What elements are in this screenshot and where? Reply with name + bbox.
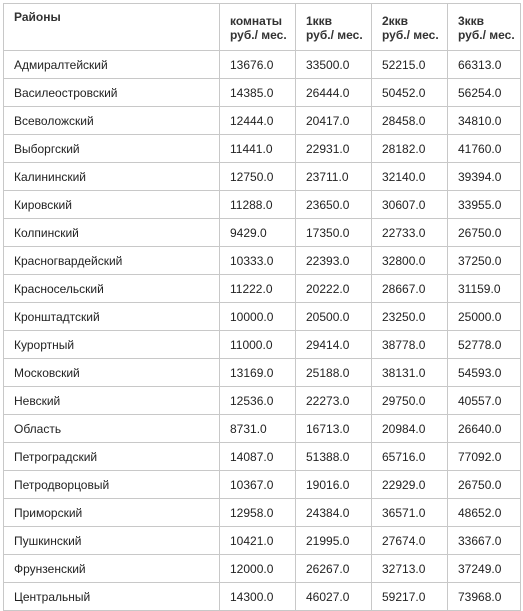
table-row [4, 219, 521, 247]
rooms-price-cell: 12750.0 [220, 163, 296, 191]
district-cell: Выборгский [4, 135, 220, 163]
header-district-label: Районы [14, 10, 61, 24]
rooms-price-cell: 11441.0 [220, 135, 296, 163]
two-room-price-cell: 20984.0 [372, 415, 448, 443]
header-1room-label: 1ккв [306, 13, 333, 28]
header-rooms-unit: руб./ мес. [230, 27, 287, 42]
one-room-price-cell: 51388.0 [296, 443, 372, 471]
district-cell: Центральный [4, 583, 220, 611]
two-room-price-cell: 27674.0 [372, 527, 448, 555]
district-cell: Всеволожский [4, 107, 220, 135]
district-cell: Колпинский [4, 219, 220, 247]
table-body [4, 51, 521, 611]
rooms-price-cell: 11222.0 [220, 275, 296, 303]
rooms-price-cell: 12536.0 [220, 387, 296, 415]
three-room-price-cell: 34810.0 [448, 107, 521, 135]
table-row [4, 499, 521, 527]
three-room-price-cell: 31159.0 [448, 275, 521, 303]
three-room-price-cell: 77092.0 [448, 443, 521, 471]
two-room-price-cell: 28458.0 [372, 107, 448, 135]
one-room-price-cell: 22931.0 [296, 135, 372, 163]
two-room-price-cell: 32713.0 [372, 555, 448, 583]
two-room-price-cell: 59217.0 [372, 583, 448, 611]
header-2room [372, 4, 448, 51]
one-room-price-cell: 33500.0 [296, 51, 372, 79]
rooms-price-cell: 14300.0 [220, 583, 296, 611]
rooms-price-cell: 9429.0 [220, 219, 296, 247]
rooms-price-cell: 10367.0 [220, 471, 296, 499]
three-room-price-cell: 26750.0 [448, 219, 521, 247]
table-row [4, 471, 521, 499]
three-room-price-cell: 56254.0 [448, 79, 521, 107]
table-row [4, 247, 521, 275]
table-row [4, 583, 521, 611]
district-cell: Кронштадтский [4, 303, 220, 331]
two-room-price-cell: 22929.0 [372, 471, 448, 499]
three-room-price-cell: 37249.0 [448, 555, 521, 583]
rooms-price-cell: 12000.0 [220, 555, 296, 583]
three-room-price-cell: 33667.0 [448, 527, 521, 555]
rooms-price-cell: 13676.0 [220, 51, 296, 79]
one-room-price-cell: 23650.0 [296, 191, 372, 219]
district-cell: Фрунзенский [4, 555, 220, 583]
district-cell: Невский [4, 387, 220, 415]
one-room-price-cell: 22393.0 [296, 247, 372, 275]
three-room-price-cell: 54593.0 [448, 359, 521, 387]
table-row [4, 135, 521, 163]
district-cell: Красногвардейский [4, 247, 220, 275]
header-2room-label: 2ккв [382, 13, 409, 28]
rooms-price-cell: 10333.0 [220, 247, 296, 275]
header-2room-unit: руб./ мес. [382, 27, 439, 42]
two-room-price-cell: 32800.0 [372, 247, 448, 275]
two-room-price-cell: 65716.0 [372, 443, 448, 471]
table-row [4, 303, 521, 331]
table-row [4, 163, 521, 191]
three-room-price-cell: 52778.0 [448, 331, 521, 359]
two-room-price-cell: 38131.0 [372, 359, 448, 387]
rooms-price-cell: 11000.0 [220, 331, 296, 359]
two-room-price-cell: 32140.0 [372, 163, 448, 191]
one-room-price-cell: 20500.0 [296, 303, 372, 331]
table-row [4, 191, 521, 219]
rooms-price-cell: 12958.0 [220, 499, 296, 527]
district-cell: Московский [4, 359, 220, 387]
one-room-price-cell: 16713.0 [296, 415, 372, 443]
rent-table-container [3, 3, 520, 611]
table-row [4, 443, 521, 471]
three-room-price-cell: 41760.0 [448, 135, 521, 163]
district-cell: Приморский [4, 499, 220, 527]
two-room-price-cell: 36571.0 [372, 499, 448, 527]
three-room-price-cell: 37250.0 [448, 247, 521, 275]
one-room-price-cell: 21995.0 [296, 527, 372, 555]
one-room-price-cell: 23711.0 [296, 163, 372, 191]
table-row [4, 527, 521, 555]
table-row [4, 555, 521, 583]
three-room-price-cell: 40557.0 [448, 387, 521, 415]
header-district [4, 4, 220, 51]
two-room-price-cell: 28182.0 [372, 135, 448, 163]
three-room-price-cell: 33955.0 [448, 191, 521, 219]
header-3room [448, 4, 521, 51]
three-room-price-cell: 25000.0 [448, 303, 521, 331]
district-cell: Кировский [4, 191, 220, 219]
table-row [4, 51, 521, 79]
rooms-price-cell: 11288.0 [220, 191, 296, 219]
district-cell: Калининский [4, 163, 220, 191]
rent-prices-table [3, 3, 521, 611]
rooms-price-cell: 14087.0 [220, 443, 296, 471]
rooms-price-cell: 10421.0 [220, 527, 296, 555]
header-1room [296, 4, 372, 51]
one-room-price-cell: 17350.0 [296, 219, 372, 247]
district-cell: Василеостровский [4, 79, 220, 107]
rooms-price-cell: 10000.0 [220, 303, 296, 331]
table-row [4, 415, 521, 443]
two-room-price-cell: 30607.0 [372, 191, 448, 219]
two-room-price-cell: 29750.0 [372, 387, 448, 415]
three-room-price-cell: 26640.0 [448, 415, 521, 443]
table-row [4, 387, 521, 415]
two-room-price-cell: 50452.0 [372, 79, 448, 107]
district-cell: Курортный [4, 331, 220, 359]
district-cell: Петродворцовый [4, 471, 220, 499]
table-row [4, 79, 521, 107]
header-1room-unit: руб./ мес. [306, 27, 363, 42]
table-row [4, 359, 521, 387]
three-room-price-cell: 73968.0 [448, 583, 521, 611]
one-room-price-cell: 20222.0 [296, 275, 372, 303]
district-cell: Область [4, 415, 220, 443]
one-room-price-cell: 25188.0 [296, 359, 372, 387]
two-room-price-cell: 52215.0 [372, 51, 448, 79]
three-room-price-cell: 66313.0 [448, 51, 521, 79]
district-cell: Пушкинский [4, 527, 220, 555]
one-room-price-cell: 20417.0 [296, 107, 372, 135]
header-rooms [220, 4, 296, 51]
rooms-price-cell: 13169.0 [220, 359, 296, 387]
two-room-price-cell: 23250.0 [372, 303, 448, 331]
one-room-price-cell: 24384.0 [296, 499, 372, 527]
one-room-price-cell: 46027.0 [296, 583, 372, 611]
three-room-price-cell: 26750.0 [448, 471, 521, 499]
one-room-price-cell: 26267.0 [296, 555, 372, 583]
district-cell: Адмиралтейский [4, 51, 220, 79]
rooms-price-cell: 12444.0 [220, 107, 296, 135]
table-row [4, 107, 521, 135]
two-room-price-cell: 38778.0 [372, 331, 448, 359]
header-3room-unit: руб./ мес. [458, 27, 515, 42]
table-row [4, 331, 521, 359]
one-room-price-cell: 29414.0 [296, 331, 372, 359]
header-rooms-label: комнаты [230, 13, 282, 28]
rooms-price-cell: 14385.0 [220, 79, 296, 107]
two-room-price-cell: 22733.0 [372, 219, 448, 247]
district-cell: Красносельский [4, 275, 220, 303]
one-room-price-cell: 19016.0 [296, 471, 372, 499]
header-3room-label: 3ккв [458, 13, 485, 28]
rooms-price-cell: 8731.0 [220, 415, 296, 443]
three-room-price-cell: 48652.0 [448, 499, 521, 527]
one-room-price-cell: 26444.0 [296, 79, 372, 107]
three-room-price-cell: 39394.0 [448, 163, 521, 191]
district-cell: Петроградский [4, 443, 220, 471]
two-room-price-cell: 28667.0 [372, 275, 448, 303]
table-row [4, 275, 521, 303]
table-header-row [4, 4, 521, 51]
one-room-price-cell: 22273.0 [296, 387, 372, 415]
